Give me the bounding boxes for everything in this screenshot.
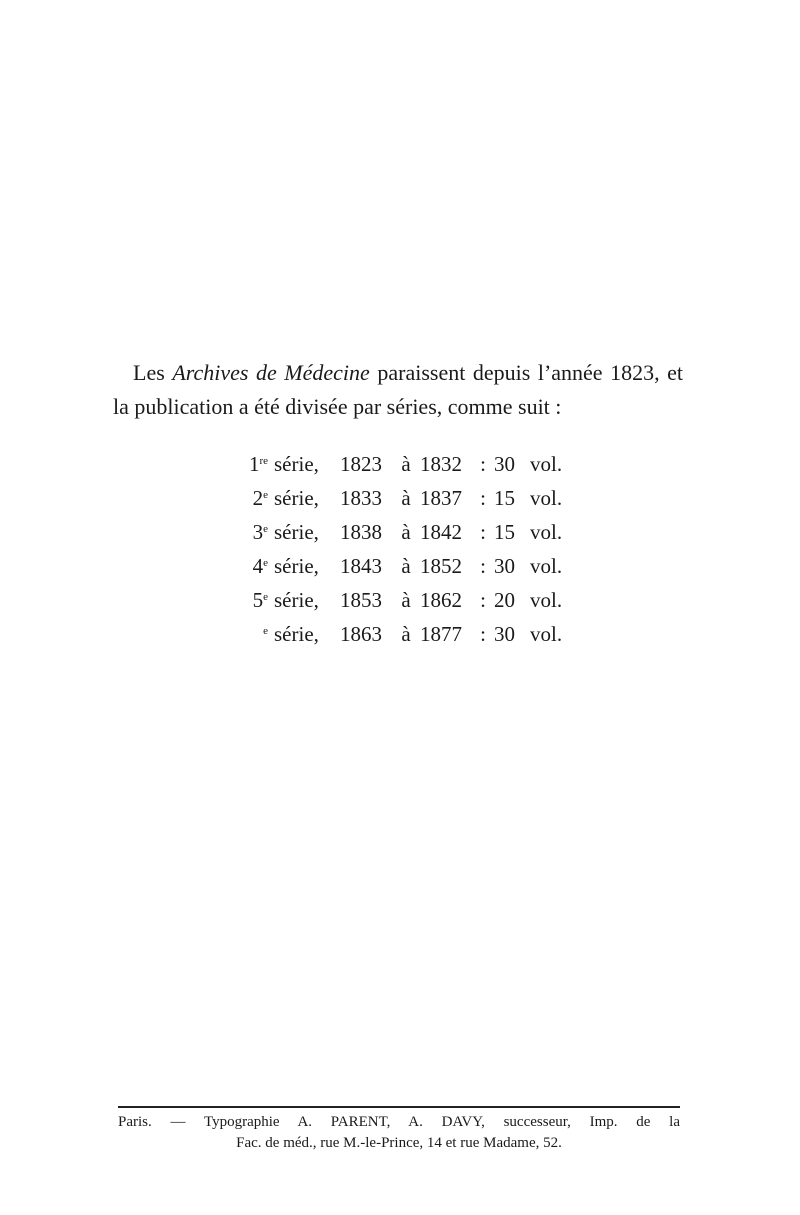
series-label: série, [274,588,319,612]
series-ordinal: 3 [252,520,264,544]
series-colon: : [480,554,486,578]
series-number [236,515,274,549]
series-ordinal: 5 [252,588,264,612]
intro-text-after: paraissent depuis l’année 1823, et [369,360,684,385]
series-ordinal: 4 [252,554,264,578]
series-colon: : [480,622,486,646]
series-start-year: 1838 [340,520,382,544]
series-volume-count: 30 [494,452,515,476]
series-number [236,447,274,481]
series-start-year: 1833 [340,486,382,510]
series-end-year: 1832 [420,452,462,476]
series-volume-unit: vol. [530,554,563,578]
series-label: série, [274,452,319,476]
imprint-line-1: Paris. — Typographie A. PARENT, A. DAVY, successeur, Imp. de la [118,1114,680,1130]
series-label: série, [274,554,319,578]
imprint-line-2: Fac. de méd., rue M.-le-Prince, 14 et rue Madame, 52. [236,1135,562,1151]
series-start-year: 1823 [340,452,382,476]
intro-paragraph [113,356,683,424]
series-ordinal: 2 [252,486,264,510]
series-range-word: à [401,622,411,646]
series-row [236,515,562,549]
journal-title: Archives de Médecine [172,360,370,385]
series-end-year: 1862 [420,588,462,612]
series-start-year: 1853 [340,588,382,612]
series-start-year: 1863 [340,622,382,646]
series-range-word: à [401,520,411,544]
series-ordinal-suffix: e [263,591,268,603]
series-label: série, [274,520,319,544]
footer-rule [118,1106,680,1108]
series-end-year: 1852 [420,554,462,578]
series-volume-count: 30 [494,622,515,646]
series-number [236,617,274,651]
series-row [236,481,562,515]
series-volume-unit: vol. [530,588,563,612]
series-start-year: 1843 [340,554,382,578]
series-volume-unit: vol. [530,486,563,510]
series-ordinal-suffix: re [259,455,268,467]
series-range-word: à [401,554,411,578]
series-number [236,481,274,515]
series-label: série, [274,622,319,646]
intro-line-1 [113,356,683,390]
series-volume-count: 30 [494,554,515,578]
series-ordinal-suffix: e [263,557,268,569]
printer-imprint [118,1112,680,1154]
series-colon: : [480,452,486,476]
series-volume-count: 15 [494,486,515,510]
series-volume-unit: vol. [530,452,563,476]
series-volume-unit: vol. [530,520,563,544]
series-list [236,447,562,651]
intro-line-2: la publication a été divisée par séries, comme suit : [113,394,562,419]
series-ordinal-suffix: e [263,523,268,535]
series-row [236,583,562,617]
series-colon: : [480,486,486,510]
series-row [236,617,562,651]
series-range-word: à [401,452,411,476]
series-end-year: 1877 [420,622,462,646]
series-end-year: 1837 [420,486,462,510]
series-end-year: 1842 [420,520,462,544]
series-number [236,549,274,583]
series-colon: : [480,520,486,544]
series-row [236,549,562,583]
series-volume-count: 15 [494,520,515,544]
series-volume-count: 20 [494,588,515,612]
series-volume-unit: vol. [530,622,563,646]
series-colon: : [480,588,486,612]
series-range-word: à [401,588,411,612]
intro-text-before: Les [133,360,173,385]
series-ordinal: 1 [248,452,260,476]
series-label: série, [274,486,319,510]
series-number [236,583,274,617]
series-list-body [236,447,562,651]
series-ordinal-suffix: e [263,489,268,501]
series-ordinal-suffix: e [263,625,268,637]
series-row [236,447,562,481]
series-range-word: à [401,486,411,510]
